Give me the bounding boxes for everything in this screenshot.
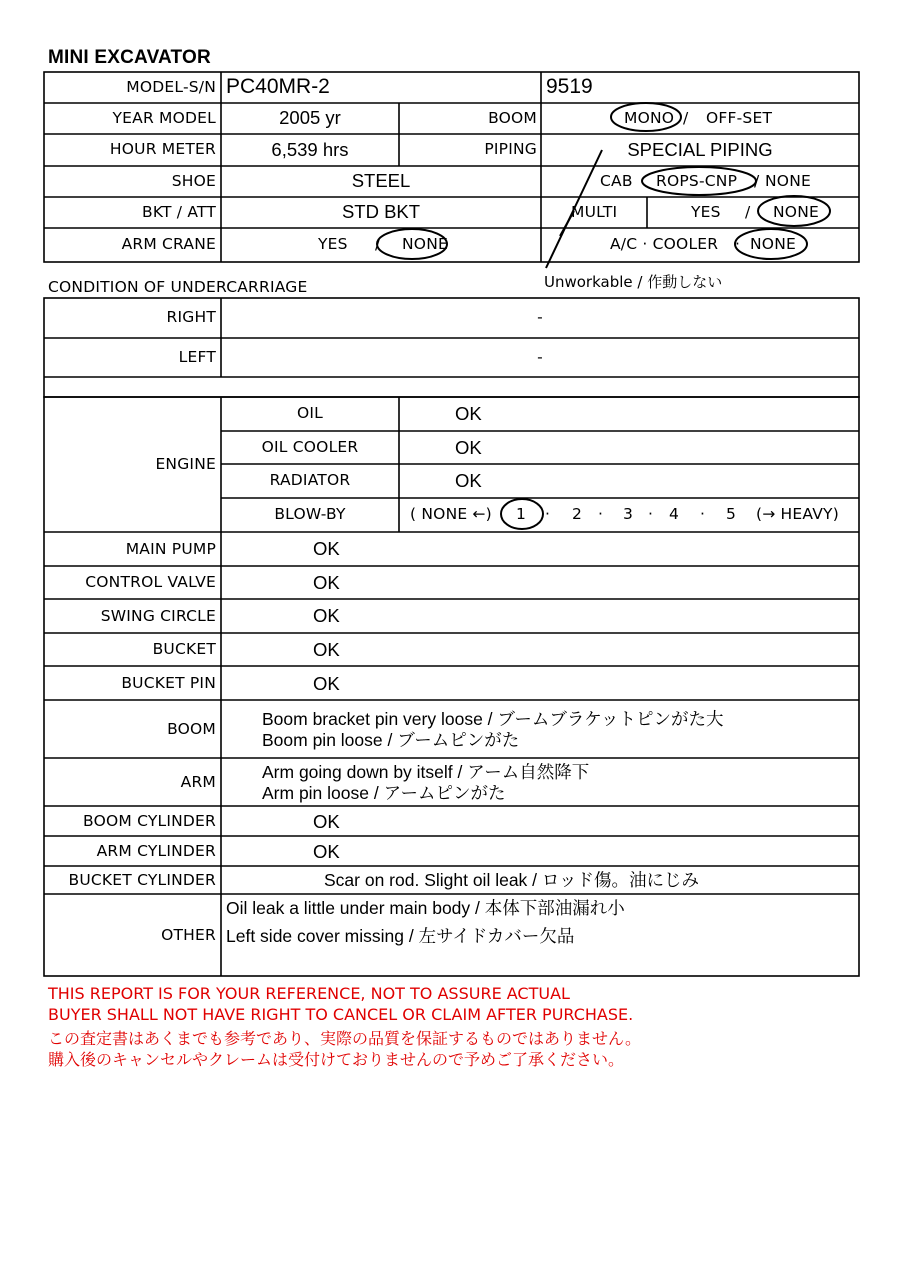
crane-yes: YES (318, 235, 348, 253)
year-label: YEAR MODEL (112, 109, 216, 127)
piping-label: PIPING (484, 140, 537, 158)
control-valve-label: CONTROL VALVE (85, 573, 216, 591)
blowby-label: BLOW-BY (274, 505, 346, 523)
disclaimer-line-2: BUYER SHALL NOT HAVE RIGHT TO CANCEL OR CLAIM AFTER PURCHASE. (48, 1005, 634, 1024)
other-label: OTHER (161, 926, 216, 944)
other-note-2: Left side cover missing / 左サイドカバー欠品 (226, 926, 575, 946)
other-note-1: Oil leak a little under main body / 本体下部油漏れ小 (226, 898, 625, 918)
arm-cylinder-value: OK (313, 841, 340, 862)
crane-sep: / (375, 235, 381, 253)
swing-circle-label: SWING CIRCLE (100, 607, 216, 625)
hour-label: HOUR METER (109, 140, 216, 158)
left-label: LEFT (178, 348, 216, 366)
cab-label: CAB (600, 172, 633, 190)
blowby-level-3: 3 (623, 505, 634, 523)
boom-note-2: Boom pin loose / ブームピンがた (262, 730, 520, 750)
arm-note-1: Arm going down by itself / アーム自然降下 (262, 762, 590, 782)
main-pump-value: OK (313, 538, 340, 559)
shoe-value: STEEL (351, 170, 411, 191)
document-title: MINI EXCAVATOR (48, 47, 211, 68)
boom-note-1: Boom bracket pin very loose / ブームブラケットピンがた大 (262, 709, 724, 729)
radiator-value: OK (455, 470, 482, 491)
arm-note-2: Arm pin loose / アームピンがた (262, 783, 506, 803)
radiator-label: RADIATOR (269, 471, 351, 489)
crane-none: NONE (402, 235, 448, 253)
ac-sep: · (735, 235, 741, 253)
multi-label: MULTI (571, 203, 618, 221)
blowby-level-5: 5 (726, 505, 737, 523)
blowby-dot-3: · (648, 505, 654, 523)
cab-sep: / (754, 172, 760, 190)
ac-none: NONE (750, 235, 796, 253)
left-value: - (537, 348, 543, 366)
bucket-pin-label: BUCKET PIN (121, 674, 216, 692)
disclaimer-line-4: 購入後のキャンセルやクレームは受付けておりませんので予めご了承ください。 (48, 1050, 625, 1069)
main-pump-label: MAIN PUMP (125, 540, 216, 558)
blowby-dot-1: · (545, 505, 551, 523)
boom-cylinder-label: BOOM CYLINDER (83, 812, 216, 830)
right-label: RIGHT (166, 308, 216, 326)
blowby-level-1: 1 (516, 505, 527, 523)
model-value: PC40MR-2 (226, 75, 330, 98)
bucket-label: BUCKET (152, 640, 216, 658)
oil-cooler-value: OK (455, 437, 482, 458)
bkt-value: STD BKT (341, 201, 421, 222)
disclaimer-line-3: この査定書はあくまでも参考であり、実際の品質を保証するものではありません。 (48, 1029, 641, 1048)
hour-value: 6,539 hrs (271, 139, 349, 160)
swing-circle-value: OK (313, 605, 340, 626)
right-value: - (537, 308, 543, 326)
control-valve-value: OK (313, 572, 340, 593)
bkt-label: BKT / ATT (141, 203, 216, 221)
boom-type-label: BOOM (488, 109, 537, 127)
unworkable-annotation: Unworkable / 作動しない (544, 273, 723, 291)
oil-cooler-label: OIL COOLER (261, 438, 359, 456)
shoe-label: SHOE (171, 172, 216, 190)
cab-opt-rops: ROPS-CNP (656, 172, 738, 190)
boom-cylinder-value: OK (313, 811, 340, 832)
blowby-none: ( NONE ←) (410, 505, 492, 523)
boom-label: BOOM (167, 720, 216, 738)
crane-label: ARM CRANE (121, 235, 216, 253)
blowby-heavy: (→ HEAVY) (756, 505, 839, 523)
blowby-level-2: 2 (572, 505, 583, 523)
arm-label: ARM (180, 773, 216, 791)
disclaimer-line-1: THIS REPORT IS FOR YOUR REFERENCE, NOT TO ASSURE ACTUAL (48, 984, 570, 1003)
engine-label: ENGINE (155, 455, 216, 473)
year-value: 2005 yr (279, 107, 341, 128)
multi-sep: / (745, 203, 751, 221)
arm-cylinder-label: ARM CYLINDER (96, 842, 216, 860)
bucket-cylinder-label: BUCKET CYLINDER (68, 871, 216, 889)
bucket-value: OK (313, 639, 340, 660)
multi-none: NONE (773, 203, 819, 221)
oil-label: OIL (296, 404, 323, 422)
undercarriage-heading: CONDITION OF UNDERCARRIAGE (48, 278, 308, 296)
bucket-cylinder-value: Scar on rod. Slight oil leak / ロッド傷。油にじみ (324, 870, 700, 890)
ac-label: A/C · COOLER (610, 235, 719, 253)
blowby-level-4: 4 (669, 505, 680, 523)
boom-opt-mono: MONO (624, 109, 675, 127)
multi-yes: YES (691, 203, 721, 221)
oil-value: OK (455, 403, 482, 424)
cab-opt-none: NONE (765, 172, 811, 190)
model-label: MODEL-S/N (126, 78, 216, 96)
piping-value: SPECIAL PIPING (627, 139, 773, 160)
blowby-dot-2: · (598, 505, 604, 523)
boom-sep: / (683, 109, 689, 127)
blowby-dot-4: · (700, 505, 706, 523)
bucket-pin-value: OK (313, 673, 340, 694)
serial-value: 9519 (546, 75, 593, 98)
boom-opt-offset: OFF-SET (706, 109, 773, 127)
